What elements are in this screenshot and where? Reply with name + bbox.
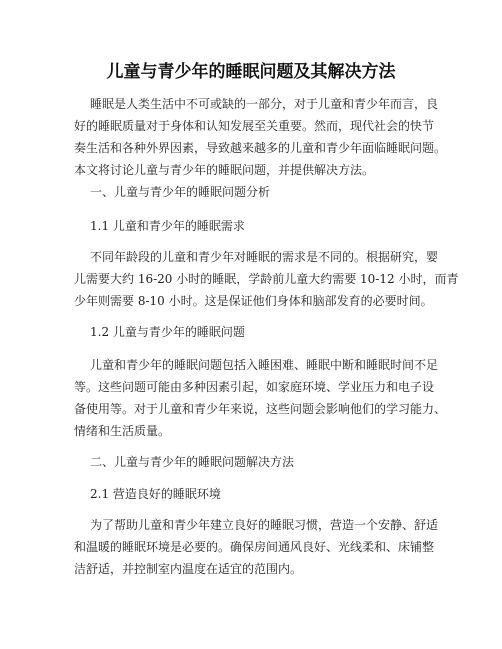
- subsection-heading: 1.1 儿童和青少年的睡眠需求: [90, 219, 245, 233]
- text-line: 备使用等。对于儿童和青少年来说，这些问题会影响他们的学习能力、: [74, 402, 447, 416]
- subsection-1-2-heading: [74, 321, 444, 343]
- text-line: 等。这些问题可能由多种因素引起，如家庭环境、学业压力和电子设: [74, 380, 435, 394]
- subsection-2-1-heading: [74, 483, 444, 505]
- subsection-1-1-heading: [74, 215, 444, 237]
- text-line: 本文将讨论儿童与青少年的睡眠问题，并提供解决方法。: [74, 163, 375, 177]
- subsection-1-2-body: [74, 354, 447, 442]
- text-line: 洁舒适，并控制室内温度在适宜的范围内。: [74, 562, 303, 576]
- text-line: 儿童和青少年的睡眠问题包括入睡困难、睡眠中断和睡眠时间不足: [90, 358, 439, 372]
- subsection-1-1-body: [74, 246, 459, 312]
- subsection-2-1-body: [74, 514, 444, 580]
- text-line: 奏生活和各种外界因素，导致越来越多的儿童和青少年面临睡眠问题。: [74, 141, 447, 155]
- text-line: 和温暖的睡眠环境是必要的。确保房间通风良好、光线柔和、床铺整: [74, 540, 435, 554]
- section-1-heading: [74, 181, 444, 203]
- text-line: 不同年龄段的儿童和青少年对睡眠的需求是不同的。根据研究，婴: [90, 250, 439, 264]
- text-line: 睡眠是人类生活中不可或缺的一部分，对于儿童和青少年而言，良: [90, 97, 439, 111]
- text-line: 好的睡眠质量对于身体和认知发展至关重要。然而，现代社会的快节: [74, 119, 435, 133]
- document-title: 儿童与青少年的睡眠问题及其解决方法: [106, 62, 396, 82]
- subsection-heading: 1.2 儿童与青少年的睡眠问题: [90, 325, 245, 339]
- text-line: 儿需要大约 16-20 小时的睡眠，学龄前儿童大约需要 10-12 小时，而青: [74, 272, 459, 286]
- section-heading: 二、儿童与青少年的睡眠问题解决方法: [90, 455, 295, 469]
- intro-paragraph: [74, 93, 447, 181]
- text-line: 情绪和生活质量。: [74, 424, 171, 438]
- section-2-heading: [74, 451, 444, 473]
- text-line: 为了帮助儿童和青少年建立良好的睡眠习惯，营造一个安静、舒适: [90, 518, 439, 532]
- subsection-heading: 2.1 营造良好的睡眠环境: [90, 487, 221, 501]
- text-line: 少年则需要 8-10 小时。这是保证他们身体和脑部发育的必要时间。: [74, 294, 433, 308]
- section-heading: 一、儿童与青少年的睡眠问题分析: [90, 185, 271, 199]
